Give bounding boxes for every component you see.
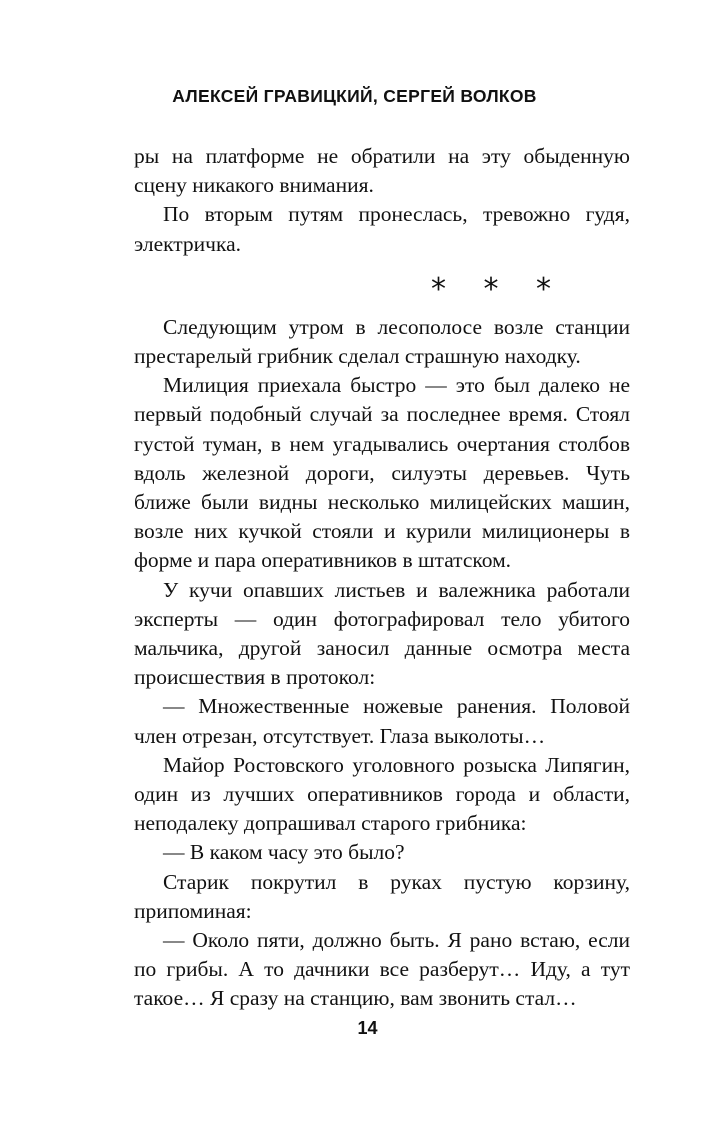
paragraph: Майор Ростовского уголовного розыска Липягин, один из лучших оперативников города и области, неподалеку допрашивал старого грибника: [134, 752, 630, 836]
page-number: 14 [357, 1018, 378, 1038]
paragraph: — Множественные ножевые ранения. Половой член отрезан, отсутствует. Глаза выколоты… [134, 694, 630, 748]
paragraph: Милиция приехала быстро — это был далеко не первый подобный случай за последнее время. Стоял густой туман, в нем угадывались очертания столбов вдоль железной дороги, силуэты деревьев. Чуть ближе были видны несколько милицейских машин, возле них кучкой стояли и курили милиционеры в форме и пара оперативников в штатском. [134, 373, 630, 573]
paragraph: Старик покрутил в руках пустую корзину, припоминая: [134, 869, 630, 923]
paragraph: По вторым путям пронеслась, тревожно гудя, электричка. [134, 202, 630, 256]
paragraph: У кучи опавших листьев и валежника работали эксперты — один фотографировал тело убитого мальчика, другой заносил данные осмотра места происшествия в протокол: [134, 577, 630, 690]
paragraph: Следующим утром в лесополосе возле станции престарелый грибник сделал страшную находку. [134, 314, 630, 369]
section-break [134, 273, 630, 307]
running-head: АЛЕКСЕЙ ГРАВИЦКИЙ, СЕРГЕЙ ВОЛКОВ [172, 86, 537, 106]
section-break-asterisks: * * * [430, 271, 566, 307]
paragraph: — Около пяти, должно быть. Я рано встаю, если по грибы. А то дачники все разберут… Иду, а тут такое… Я сразу на станцию, вам звонить стал… [134, 928, 630, 1011]
paragraph: ры на платформе не обратили на эту обыденную сцену никакого внимания. [134, 144, 630, 198]
page-text [134, 142, 630, 1014]
paragraph: — В каком часу это было? [163, 840, 405, 865]
